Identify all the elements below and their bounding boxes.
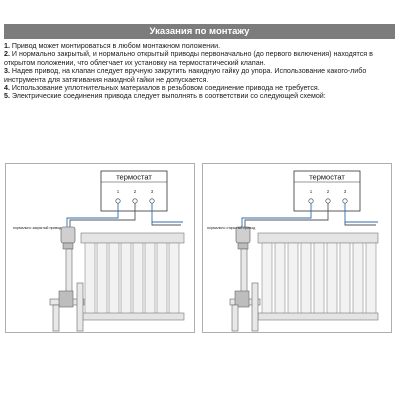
thermostat-box xyxy=(101,171,167,211)
item-text: Использование уплотнительных материалов в резьбовом соединение привода не требуется. xyxy=(9,84,320,93)
item-text: Надев привод, на клапан следует вручную закрутить накидную гайку до упора. Использование какого-либо инструмента для затягивания накидной гайки не допускается. xyxy=(4,67,367,84)
instruction-item xyxy=(4,67,396,84)
radiator xyxy=(81,233,184,320)
valve-type-label: нормально открытый привод xyxy=(207,226,256,230)
instruction-item xyxy=(4,42,396,50)
instruction-item xyxy=(4,84,396,92)
instructions-list xyxy=(4,42,396,101)
thermostat-box xyxy=(294,171,360,211)
radiator-wiring-illustration xyxy=(202,163,392,333)
item-text: Электрические соединения привода следует выполнять в соответствии со следующей схемой: xyxy=(9,92,326,101)
section-title: Указания по монтажу xyxy=(149,26,250,37)
wiring-diagram-normally-open xyxy=(202,163,392,333)
wiring-diagram-normally-closed xyxy=(5,163,195,333)
terminal-1 xyxy=(309,199,313,203)
item-number: 3. xyxy=(4,67,10,76)
terminal-2-label: 2 xyxy=(133,189,137,194)
terminal-2 xyxy=(133,199,137,203)
pipework xyxy=(50,249,84,331)
terminal-1-label: 1 xyxy=(309,189,313,194)
valve-type-label: нормально закрытый привод xyxy=(13,226,62,230)
terminal-1-label: 1 xyxy=(116,189,120,194)
pipework xyxy=(230,249,260,331)
instruction-item xyxy=(4,92,396,100)
actuator xyxy=(236,227,250,249)
item-number: 1. xyxy=(4,42,10,50)
section-header xyxy=(4,24,395,39)
terminal-1 xyxy=(116,199,120,203)
item-number: 5. xyxy=(4,92,10,101)
radiator xyxy=(258,233,378,320)
item-text: Привод может монтироваться в любом монтажном положении. xyxy=(9,42,221,50)
terminal-2-label: 2 xyxy=(326,189,330,194)
terminal-2 xyxy=(326,199,330,203)
terminal-3-label: 3 xyxy=(150,189,154,194)
terminal-3 xyxy=(343,199,347,203)
actuator xyxy=(61,227,75,249)
instruction-item xyxy=(4,50,396,67)
item-number: 2. xyxy=(4,50,10,59)
item-number: 4. xyxy=(4,84,10,93)
thermostat-label: термостат xyxy=(116,172,152,182)
radiator-wiring-illustration xyxy=(5,163,195,333)
thermostat-label: термостат xyxy=(309,172,345,182)
terminal-3 xyxy=(150,199,154,203)
item-text: И нормально закрытый, и нормально открытый приводы первоначально (до первого включения) находятся в открытом положении, что облегчает их установку на термостатический клапан. xyxy=(4,50,373,67)
terminal-3-label: 3 xyxy=(343,189,347,194)
